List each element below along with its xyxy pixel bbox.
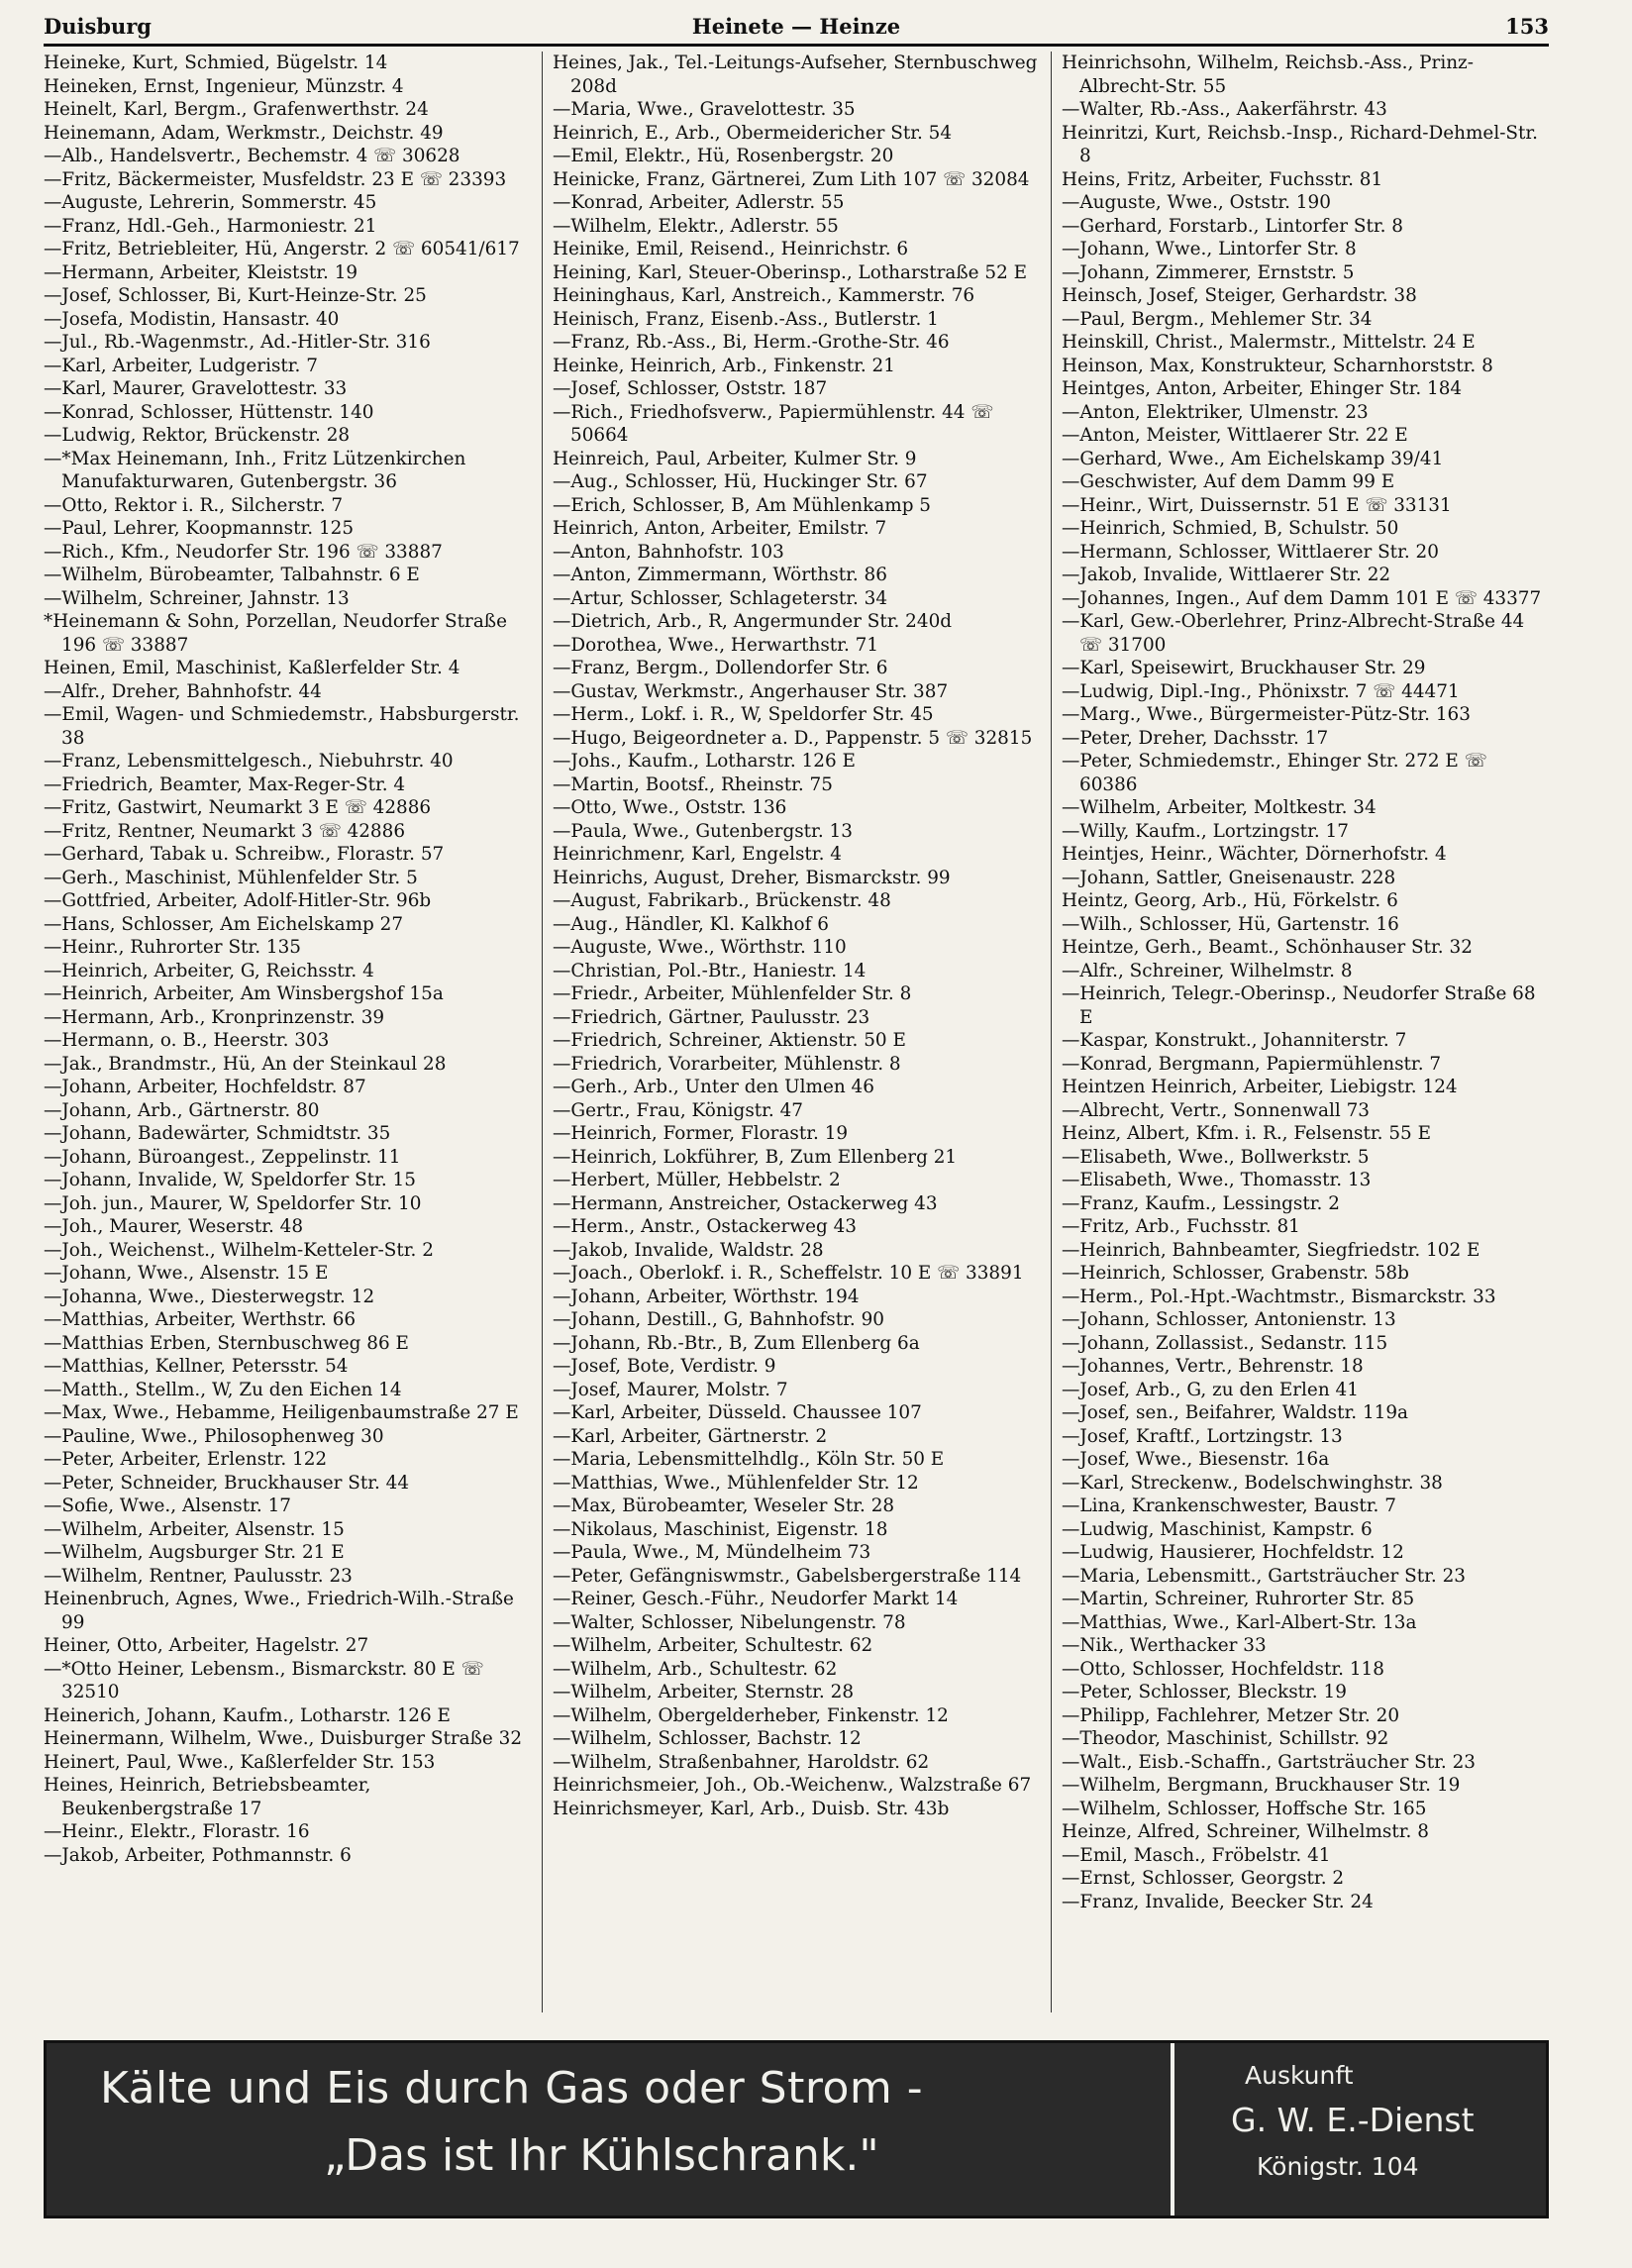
directory-entry: —Johann, Arbeiter, Hochfeldstr. 87 <box>44 1077 366 1097</box>
directory-entry: —Auguste, Wwe., Wörthstr. 110 <box>553 937 847 958</box>
directory-entry: Heinze, Alfred, Schreiner, Wilhelmstr. 8 <box>1062 1821 1429 1842</box>
header-name-range: Heinete — Heinze <box>691 14 901 39</box>
directory-entry: —Erich, Schlosser, B, Am Mühlenkamp 5 <box>553 494 932 516</box>
directory-entry: —Josef, Bote, Verdistr. 9 <box>553 1356 776 1377</box>
directory-entry: —Fritz, Bäckermeister, Musfeldstr. 23 E ☏ 23393 <box>44 168 507 190</box>
directory-entry: —Josef, Schlosser, Oststr. 187 <box>553 378 828 399</box>
directory-entry: —Albrecht, Vertr., Sonnenwall 73 <box>1062 1099 1370 1121</box>
directory-entry: —Heinrich, Arbeiter, G, Reichsstr. 4 <box>44 960 374 981</box>
directory-entry: —Johannes, Ingen., Auf dem Damm 101 E ☏ 43377 <box>1062 587 1542 609</box>
directory-entry: —Gerh., Arb., Unter den Ulmen 46 <box>553 1077 874 1097</box>
directory-entry: —Johann, Büroangest., Zeppelinstr. 11 <box>44 1146 401 1168</box>
page-header <box>44 10 1549 47</box>
directory-column-1 <box>44 52 531 2012</box>
directory-entry: Heinerich, Johann, Kaufm., Lotharstr. 126 E <box>44 1704 451 1726</box>
directory-entry: —Joh., Maurer, Weserstr. 48 <box>44 1216 304 1237</box>
directory-entry: —Gerh., Maschinist, Mühlenfelder Str. 5 <box>44 867 418 888</box>
directory-entry: Heins, Fritz, Arbeiter, Fuchsstr. 81 <box>1062 168 1383 190</box>
directory-entry: —Aug., Händler, Kl. Kalkhof 6 <box>553 913 829 935</box>
directory-entry: —Fritz, Gastwirt, Neumarkt 3 E ☏ 42886 <box>44 797 432 818</box>
directory-entry: —Konrad, Bergmann, Papiermühlenstr. 7 <box>1062 1053 1442 1075</box>
directory-entry: —Maria, Lebensmittelhdlg., Köln Str. 50 E <box>553 1449 945 1470</box>
directory-entry: —Hermann, Schlosser, Wittlaerer Str. 20 <box>1062 541 1439 563</box>
directory-entry: Heinritzi, Kurt, Reichsb.-Insp., Richard-Dehmel-Str. 8 <box>1062 122 1539 166</box>
directory-entry: —Konrad, Arbeiter, Adlerstr. 55 <box>553 192 845 213</box>
directory-entry: —Max, Bürobeamter, Weseler Str. 28 <box>553 1495 895 1516</box>
directory-entry: Heining, Karl, Steuer-Oberinsp., Lotharstraße 52 E <box>553 261 1028 283</box>
directory-entry: —Rich., Kfm., Neudorfer Str. 196 ☏ 33887 <box>44 541 443 563</box>
directory-entry: —Artur, Schlosser, Schlageterstr. 34 <box>553 587 888 609</box>
directory-entry: —Lina, Krankenschwester, Baustr. 7 <box>1062 1495 1396 1516</box>
directory-entry: —Wilhelm, Arbeiter, Alsenstr. 15 <box>44 1518 345 1540</box>
directory-entry: —Johs., Kaufm., Lotharstr. 126 E <box>553 751 856 772</box>
directory-entry: —Auguste, Lehrerin, Sommerstr. 45 <box>44 192 377 213</box>
directory-entry: —Walter, Rb.-Ass., Aakerfährstr. 43 <box>1062 99 1387 120</box>
directory-entry: —Hans, Schlosser, Am Eichelskamp 27 <box>44 913 404 935</box>
directory-entry: —Peter, Dreher, Dachsstr. 17 <box>1062 727 1329 749</box>
header-city: Duisburg <box>44 14 152 39</box>
directory-entry: —Wilhelm, Arbeiter, Schultestr. 62 <box>553 1635 873 1656</box>
directory-entry: —Jak., Brandmstr., Hü, An der Steinkaul 28 <box>44 1053 447 1075</box>
directory-entry: Heinert, Paul, Wwe., Kaßlerfelder Str. 153 <box>44 1751 436 1773</box>
directory-entry: —Aug., Schlosser, Hü, Huckinger Str. 67 <box>553 471 928 492</box>
directory-entry: —Philipp, Fachlehrer, Metzer Str. 20 <box>1062 1704 1400 1726</box>
directory-entry: —Johann, Zimmerer, Ernststr. 5 <box>1062 261 1355 283</box>
directory-entry: —Alfr., Schreiner, Wilhelmstr. 8 <box>1062 960 1353 981</box>
directory-entry: Heiner, Otto, Arbeiter, Hagelstr. 27 <box>44 1635 369 1656</box>
directory-entry: —Heinrich, Former, Florastr. 19 <box>553 1123 849 1144</box>
directory-columns <box>44 52 1549 2012</box>
directory-entry: —Ernst, Schlosser, Georgstr. 2 <box>1062 1868 1345 1889</box>
directory-entry: Heines, Heinrich, Betriebsbeamter, Beukenbergstraße 17 <box>44 1775 371 1819</box>
directory-entry: —Josef, Kraftf., Lortzingstr. 13 <box>1062 1425 1343 1447</box>
directory-entry: —Wilhelm, Elektr., Adlerstr. 55 <box>553 215 839 237</box>
directory-entry: —Josef, sen., Beifahrer, Waldstr. 119a <box>1062 1402 1409 1423</box>
directory-entry: —Karl, Streckenw., Bodelschwinghstr. 38 <box>1062 1472 1443 1494</box>
directory-entry: —Rich., Friedhofsverw., Papiermühlenstr. 44 ☏ 50664 <box>553 401 994 446</box>
directory-entry: —Matthias, Kellner, Petersstr. 54 <box>44 1356 349 1377</box>
directory-entry: —Wilhelm, Schlosser, Hoffsche Str. 165 <box>1062 1798 1427 1819</box>
directory-entry: —Konrad, Schlosser, Hüttenstr. 140 <box>44 401 374 423</box>
directory-entry: —*Max Heinemann, Inh., Fritz Lützenkirchen Manufakturwaren, Gutenbergstr. 36 <box>44 448 466 492</box>
directory-entry: —Pauline, Wwe., Philosophenweg 30 <box>44 1425 384 1447</box>
directory-entry: —Wilhelm, Schlosser, Bachstr. 12 <box>553 1728 862 1749</box>
directory-entry: —Fritz, Arb., Fuchsstr. 81 <box>1062 1216 1300 1237</box>
directory-entry: —Johann, Rb.-Btr., B, Zum Ellenberg 6a <box>553 1332 920 1354</box>
directory-entry: —Heinr., Wirt, Duissernstr. 51 E ☏ 33131 <box>1062 494 1452 516</box>
directory-entry: —Otto, Wwe., Oststr. 136 <box>553 797 787 818</box>
directory-entry: —Wilh., Schlosser, Hü, Gartenstr. 16 <box>1062 913 1399 935</box>
directory-entry: —Johann, Arbeiter, Wörthstr. 194 <box>553 1286 860 1307</box>
directory-entry: —Anton, Elektriker, Ulmenstr. 23 <box>1062 401 1369 423</box>
directory-entry: —Emil, Elektr., Hü, Rosenbergstr. 20 <box>553 146 894 166</box>
directory-entry: Heinrichs, August, Dreher, Bismarckstr. 99 <box>553 867 951 888</box>
directory-entry: —Friedrich, Schreiner, Aktienstr. 50 E <box>553 1030 906 1051</box>
directory-entry: —Johann, Wwe., Lintorfer Str. 8 <box>1062 239 1357 259</box>
directory-entry: —Fritz, Rentner, Neumarkt 3 ☏ 42886 <box>44 820 406 842</box>
directory-entry: Heintzen Heinrich, Arbeiter, Liebigstr. 124 <box>1062 1077 1458 1097</box>
directory-entry: —Heinrich, Arbeiter, Am Winsbergshof 15a <box>44 983 444 1004</box>
column-divider <box>542 52 543 2012</box>
directory-entry: —Wilhelm, Arb., Schultestr. 62 <box>553 1658 838 1680</box>
directory-entry: —Friedrich, Vorarbeiter, Mühlenstr. 8 <box>553 1053 901 1075</box>
directory-entry: —Gerhard, Tabak u. Schreibw., Florastr. 57 <box>44 844 445 865</box>
directory-entry: Heinrichsmeyer, Karl, Arb., Duisb. Str. 43b <box>553 1798 950 1819</box>
column-divider <box>1051 52 1052 2012</box>
directory-entry: —Herbert, Müller, Hebbelstr. 2 <box>553 1170 841 1190</box>
directory-entry: —Ludwig, Maschinist, Kampstr. 6 <box>1062 1518 1373 1540</box>
directory-entry: —Willy, Kaufm., Lortzingstr. 17 <box>1062 820 1349 842</box>
ad-headline: Kälte und Eis durch Gas oder Strom - <box>100 2063 924 2113</box>
directory-entry: —Jakob, Arbeiter, Pothmannstr. 6 <box>44 1844 352 1866</box>
directory-entry: —Karl, Speisewirt, Bruckhauser Str. 29 <box>1062 658 1426 678</box>
directory-entry: —Max, Wwe., Hebamme, Heiligenbaumstraße 27 E <box>44 1402 519 1423</box>
directory-entry: —Peter, Schlosser, Bleckstr. 19 <box>1062 1682 1347 1702</box>
directory-entry: Heineken, Ernst, Ingenieur, Münzstr. 4 <box>44 75 404 97</box>
directory-entry: —Wilhelm, Straßenbahner, Haroldstr. 62 <box>553 1751 930 1773</box>
directory-entry: —Matthias Erben, Sternbuschweg 86 E <box>44 1332 409 1354</box>
directory-entry: —August, Fabrikarb., Brückenstr. 48 <box>553 890 891 911</box>
directory-page <box>44 10 1549 2258</box>
directory-entry: —Matthias, Wwe., Karl-Albert-Str. 13a <box>1062 1611 1417 1633</box>
directory-entry: —Gerhard, Wwe., Am Eichelskamp 39/41 <box>1062 448 1444 469</box>
directory-entry: —Johann, Invalide, W, Speldorfer Str. 15 <box>44 1170 416 1190</box>
directory-entry: —Otto, Schlosser, Hochfeldstr. 118 <box>1062 1658 1384 1680</box>
header-page-number: 153 <box>1505 14 1549 39</box>
directory-entry: —Walt., Eisb.-Schaffn., Gartsträucher Str. 23 <box>1062 1751 1476 1773</box>
directory-entry: —Herm., Anstr., Ostackerweg 43 <box>553 1216 857 1237</box>
directory-entry: —Theodor, Maschinist, Schillstr. 92 <box>1062 1728 1389 1749</box>
directory-entry: —Josefa, Modistin, Hansastr. 40 <box>44 308 340 330</box>
directory-entry: —Hermann, o. B., Heerstr. 303 <box>44 1030 330 1051</box>
directory-entry: —Nik., Werthacker 33 <box>1062 1635 1267 1656</box>
directory-entry: —Walter, Schlosser, Nibelungenstr. 78 <box>553 1611 906 1633</box>
directory-entry: —Wilhelm, Obergelderheber, Finkenstr. 12 <box>553 1704 949 1726</box>
directory-entry: —Johanna, Wwe., Diesterwegstr. 12 <box>44 1286 375 1307</box>
directory-entry: Heinreich, Paul, Arbeiter, Kulmer Str. 9 <box>553 448 917 469</box>
directory-entry: —Johann, Destill., G, Bahnhofstr. 90 <box>553 1309 884 1330</box>
directory-entry: —Elisabeth, Wwe., Bollwerkstr. 5 <box>1062 1146 1370 1168</box>
directory-entry: —Heinr., Elektr., Florastr. 16 <box>44 1821 310 1842</box>
directory-entry: Heinrichsohn, Wilhelm, Reichsb.-Ass., Prinz-Albrecht-Str. 55 <box>1062 52 1474 97</box>
directory-entry: —Matthias, Arbeiter, Werthstr. 66 <box>44 1309 357 1330</box>
directory-entry: —Ludwig, Hausierer, Hochfeldstr. 12 <box>1062 1542 1404 1563</box>
directory-entry: —Matth., Stellm., W, Zu den Eichen 14 <box>44 1379 402 1400</box>
directory-entry: Heintjes, Heinr., Wächter, Dörnerhofstr. 4 <box>1062 844 1447 865</box>
directory-entry: —Jakob, Invalide, Waldstr. 28 <box>553 1239 824 1261</box>
directory-entry: —Joh., Weichenst., Wilhelm-Ketteler-Str. 2 <box>44 1239 434 1261</box>
directory-entry: Heinrich, Anton, Arbeiter, Emilstr. 7 <box>553 518 887 539</box>
directory-entry: —Hugo, Beigeordneter a. D., Pappenstr. 5 ☏ 32815 <box>553 727 1033 749</box>
directory-entry: —Paula, Wwe., Gutenbergstr. 13 <box>553 820 853 842</box>
directory-entry: —Anton, Meister, Wittlaerer Str. 22 E <box>1062 425 1408 446</box>
directory-entry: —Hermann, Arb., Kronprinzenstr. 39 <box>44 1006 385 1028</box>
directory-entry: —Josef, Maurer, Molstr. 7 <box>553 1379 788 1400</box>
directory-entry: —Emil, Wagen- und Schmiedemstr., Habsburgerstr. 38 <box>44 704 520 749</box>
directory-entry: —Wilhelm, Bürobeamter, Talbahnstr. 6 E <box>44 565 420 585</box>
directory-entry: —Friedr., Arbeiter, Mühlenfelder Str. 8 <box>553 983 912 1004</box>
directory-entry: —Heinr., Ruhrorter Str. 135 <box>44 937 301 958</box>
directory-entry: —Ludwig, Rektor, Brückenstr. 28 <box>44 425 351 446</box>
directory-entry: Heinike, Emil, Reisend., Heinrichstr. 6 <box>553 239 909 259</box>
directory-entry: —Johann, Sattler, Gneisenaustr. 228 <box>1062 867 1396 888</box>
directory-entry: —Dietrich, Arb., R, Angermunder Str. 240d <box>553 611 953 632</box>
directory-entry: —Karl, Gew.-Oberlehrer, Prinz-Albrecht-Straße 44 ☏ 31700 <box>1062 611 1525 656</box>
directory-entry: —Josef, Wwe., Biesenstr. 16a <box>1062 1449 1330 1470</box>
directory-entry: —Gustav, Werkmstr., Angerhauser Str. 387 <box>553 680 949 702</box>
ad-address: Königstr. 104 <box>1257 2152 1419 2181</box>
directory-entry: Heininghaus, Karl, Anstreich., Kammerstr. 76 <box>553 285 975 306</box>
directory-entry: —Gerhard, Forstarb., Lintorfer Str. 8 <box>1062 215 1404 237</box>
directory-entry: *Heinemann & Sohn, Porzellan, Neudorfer Straße 196 ☏ 33887 <box>44 611 507 656</box>
directory-entry: Heinisch, Franz, Eisenb.-Ass., Butlerstr. 1 <box>553 308 939 330</box>
directory-entry: —Franz, Kaufm., Lessingstr. 2 <box>1062 1192 1340 1214</box>
directory-entry: —Josef, Schlosser, Bi, Kurt-Heinze-Str. 25 <box>44 285 427 306</box>
directory-entry: —Christian, Pol.-Btr., Haniestr. 14 <box>553 960 867 981</box>
directory-entry: —Peter, Schneider, Bruckhauser Str. 44 <box>44 1472 410 1494</box>
directory-entry: —Jul., Rb.-Wagenmstr., Ad.-Hitler-Str. 316 <box>44 332 431 353</box>
directory-entry: —Paul, Lehrer, Koopmannstr. 125 <box>44 518 355 539</box>
directory-entry: —Reiner, Gesch.-Führ., Neudorfer Markt 14 <box>553 1589 959 1609</box>
directory-entry: —Johann, Arb., Gärtnerstr. 80 <box>44 1099 320 1121</box>
directory-entry: —Paul, Bergm., Mehlemer Str. 34 <box>1062 308 1373 330</box>
directory-entry: —Auguste, Wwe., Oststr. 190 <box>1062 192 1331 213</box>
directory-entry: —Alfr., Dreher, Bahnhofstr. 44 <box>44 680 322 702</box>
directory-entry: —Joh. jun., Maurer, W, Speldorfer Str. 10 <box>44 1192 422 1214</box>
directory-entry: —Ludwig, Dipl.-Ing., Phönixstr. 7 ☏ 44471 <box>1062 680 1460 702</box>
directory-entry: —Joach., Oberlokf. i. R., Scheffelstr. 10 E ☏ 33891 <box>553 1263 1024 1284</box>
directory-entry: —Gertr., Frau, Königstr. 47 <box>553 1099 804 1121</box>
directory-entry: Heinicke, Franz, Gärtnerei, Zum Lith 107 ☏ 32084 <box>553 168 1030 190</box>
directory-entry: —Franz, Lebensmittelgesch., Niebuhrstr. 40 <box>44 751 454 772</box>
directory-entry: —Peter, Schmiedemstr., Ehinger Str. 272 E ☏ 60386 <box>1062 751 1487 795</box>
directory-entry: —Franz, Invalide, Beecker Str. 24 <box>1062 1891 1374 1912</box>
directory-entry: —Hermann, Arbeiter, Kleiststr. 19 <box>44 261 358 283</box>
directory-entry: —Wilhelm, Schreiner, Jahnstr. 13 <box>44 587 350 609</box>
directory-entry: —Dorothea, Wwe., Herwarthstr. 71 <box>553 634 879 656</box>
directory-entry: —Sofie, Wwe., Alsenstr. 17 <box>44 1495 291 1516</box>
directory-entry: —Heinrich, Bahnbeamter, Siegfriedstr. 102 E <box>1062 1239 1480 1261</box>
directory-entry: —Peter, Gefängniswmstr., Gabelsbergerstraße 114 <box>553 1565 1022 1587</box>
directory-entry: —Heinrich, Schmied, B, Schulstr. 50 <box>1062 518 1399 539</box>
directory-entry: Heintges, Anton, Arbeiter, Ehinger Str. 184 <box>1062 378 1463 399</box>
directory-entry: —Marg., Wwe., Bürgermeister-Pütz-Str. 163 <box>1062 704 1471 725</box>
directory-entry: —Franz, Hdl.-Geh., Harmoniestr. 21 <box>44 215 377 237</box>
directory-entry: —Heinrich, Lokführer, B, Zum Ellenberg 21 <box>553 1146 958 1168</box>
directory-entry: —Friedrich, Gärtner, Paulusstr. 23 <box>553 1006 870 1028</box>
directory-entry: —Karl, Maurer, Gravelottestr. 33 <box>44 378 348 399</box>
directory-entry: Heinsch, Josef, Steiger, Gerhardstr. 38 <box>1062 285 1417 306</box>
directory-entry: Heinen, Emil, Maschinist, Kaßlerfelder Str. 4 <box>44 658 460 678</box>
directory-entry: —Franz, Bergm., Dollendorfer Str. 6 <box>553 658 888 678</box>
directory-entry: —Otto, Rektor i. R., Silcherstr. 7 <box>44 494 344 516</box>
ad-service-name: G. W. E.-Dienst <box>1231 2101 1475 2139</box>
directory-entry: —Martin, Schreiner, Ruhrorter Str. 85 <box>1062 1589 1415 1609</box>
directory-entry: —Peter, Arbeiter, Erlenstr. 122 <box>44 1449 328 1470</box>
directory-entry: —Johann, Badewärter, Schmidtstr. 35 <box>44 1123 391 1144</box>
directory-entry: Heinson, Max, Konstrukteur, Scharnhorststr. 8 <box>1062 355 1493 376</box>
directory-entry: —Herm., Pol.-Hpt.-Wachtmstr., Bismarckstr. 33 <box>1062 1286 1496 1307</box>
directory-entry: —Paula, Wwe., M, Mündelheim 73 <box>553 1542 871 1563</box>
directory-entry: Heinrichsmeier, Joh., Ob.-Weichenw., Walzstraße 67 <box>553 1775 1032 1796</box>
directory-entry: Heinelt, Karl, Bergm., Grafenwerthstr. 24 <box>44 99 429 120</box>
directory-column-2 <box>553 52 1040 2012</box>
directory-entry: —Maria, Lebensmitt., Gartsträucher Str. 23 <box>1062 1565 1466 1587</box>
directory-entry: —Heinrich, Schlosser, Grabenstr. 58b <box>1062 1263 1409 1284</box>
ad-divider <box>1171 2043 1174 2216</box>
directory-entry: Heinz, Albert, Kfm. i. R., Felsenstr. 55 E <box>1062 1123 1432 1144</box>
directory-entry: —Wilhelm, Rentner, Paulusstr. 23 <box>44 1565 353 1587</box>
directory-entry: Heintze, Gerh., Beamt., Schönhauser Str. 32 <box>1062 937 1473 958</box>
directory-entry: —Josef, Arb., G, zu den Erlen 41 <box>1062 1379 1359 1400</box>
directory-entry: —Nikolaus, Maschinist, Eigenstr. 18 <box>553 1518 888 1540</box>
directory-entry: —Jakob, Invalide, Wittlaerer Str. 22 <box>1062 565 1391 585</box>
directory-entry: —Karl, Arbeiter, Düsseld. Chaussee 107 <box>553 1402 922 1423</box>
directory-entry: —Anton, Bahnhofstr. 103 <box>553 541 784 563</box>
directory-column-3 <box>1062 52 1549 2012</box>
directory-entry: —Franz, Rb.-Ass., Bi, Herm.-Grothe-Str. 46 <box>553 332 950 353</box>
directory-entry: —Fritz, Betriebleiter, Hü, Angerstr. 2 ☏ 60541/617 <box>44 239 520 259</box>
directory-entry: —Friedrich, Beamter, Max-Reger-Str. 4 <box>44 773 406 795</box>
directory-entry: Heineke, Kurt, Schmied, Bügelstr. 14 <box>44 52 388 73</box>
directory-entry: Heines, Jak., Tel.-Leitungs-Aufseher, Sternbuschweg 208d <box>553 52 1038 97</box>
directory-entry: —Gottfried, Arbeiter, Adolf-Hitler-Str. 96b <box>44 890 432 911</box>
directory-entry: —Hermann, Anstreicher, Ostackerweg 43 <box>553 1192 938 1214</box>
directory-entry: Heinke, Heinrich, Arb., Finkenstr. 21 <box>553 355 895 376</box>
directory-entry: Heinemann, Adam, Werkmstr., Deichstr. 49 <box>44 122 444 144</box>
directory-entry: Heinermann, Wilhelm, Wwe., Duisburger Straße 32 <box>44 1728 523 1749</box>
directory-entry: Heinenbruch, Agnes, Wwe., Friedrich-Wilh.-Straße 99 <box>44 1589 514 1633</box>
directory-entry: —Matthias, Wwe., Mühlenfelder Str. 12 <box>553 1472 919 1494</box>
directory-entry: —Emil, Masch., Fröbelstr. 41 <box>1062 1844 1331 1866</box>
directory-entry: —Elisabeth, Wwe., Thomasstr. 13 <box>1062 1170 1372 1190</box>
directory-entry: —Maria, Wwe., Gravelottestr. 35 <box>553 99 856 120</box>
directory-entry: Heinrich, E., Arb., Obermeidericher Str. 54 <box>553 122 953 144</box>
directory-entry: —Kaspar, Konstrukt., Johanniterstr. 7 <box>1062 1030 1407 1051</box>
directory-entry: —Wilhelm, Arbeiter, Moltkestr. 34 <box>1062 797 1377 818</box>
directory-entry: —Johann, Zollassist., Sedanstr. 115 <box>1062 1332 1388 1354</box>
directory-entry: —Johann, Schlosser, Antonienstr. 13 <box>1062 1309 1396 1330</box>
advertisement-banner <box>44 2040 1549 2218</box>
directory-entry: —Alb., Handelsvertr., Bechemstr. 4 ☏ 30628 <box>44 146 460 166</box>
directory-entry: —Wilhelm, Arbeiter, Sternstr. 28 <box>553 1682 855 1702</box>
directory-entry: —*Otto Heiner, Lebensm., Bismarckstr. 80 E ☏ 32510 <box>44 1658 484 1702</box>
directory-entry: —Johannes, Vertr., Behrenstr. 18 <box>1062 1356 1364 1377</box>
directory-entry: Heintz, Georg, Arb., Hü, Förkelstr. 6 <box>1062 890 1398 911</box>
directory-entry: —Wilhelm, Augsburger Str. 21 E <box>44 1542 345 1563</box>
directory-entry: —Martin, Bootsf., Rheinstr. 75 <box>553 773 833 795</box>
directory-entry: —Heinrich, Telegr.-Oberinsp., Neudorfer Straße 68 E <box>1062 983 1536 1028</box>
directory-entry: —Geschwister, Auf dem Damm 99 E <box>1062 471 1395 492</box>
directory-entry: —Wilhelm, Bergmann, Bruckhauser Str. 19 <box>1062 1775 1461 1796</box>
directory-entry: Heinskill, Christ., Malermstr., Mittelstr. 24 E <box>1062 332 1476 353</box>
ad-info-label: Auskunft <box>1245 2061 1354 2090</box>
ad-slogan: „Das ist Ihr Kühlschrank." <box>324 2130 879 2181</box>
directory-entry: —Johann, Wwe., Alsenstr. 15 E <box>44 1263 329 1284</box>
directory-entry: Heinrichmenr, Karl, Engelstr. 4 <box>553 844 842 865</box>
directory-entry: —Herm., Lokf. i. R., W, Speldorfer Str. 45 <box>553 704 934 725</box>
directory-entry: —Karl, Arbeiter, Gärtnerstr. 2 <box>553 1425 828 1447</box>
directory-entry: —Anton, Zimmermann, Wörthstr. 86 <box>553 565 887 585</box>
directory-entry: —Karl, Arbeiter, Ludgeristr. 7 <box>44 355 318 376</box>
